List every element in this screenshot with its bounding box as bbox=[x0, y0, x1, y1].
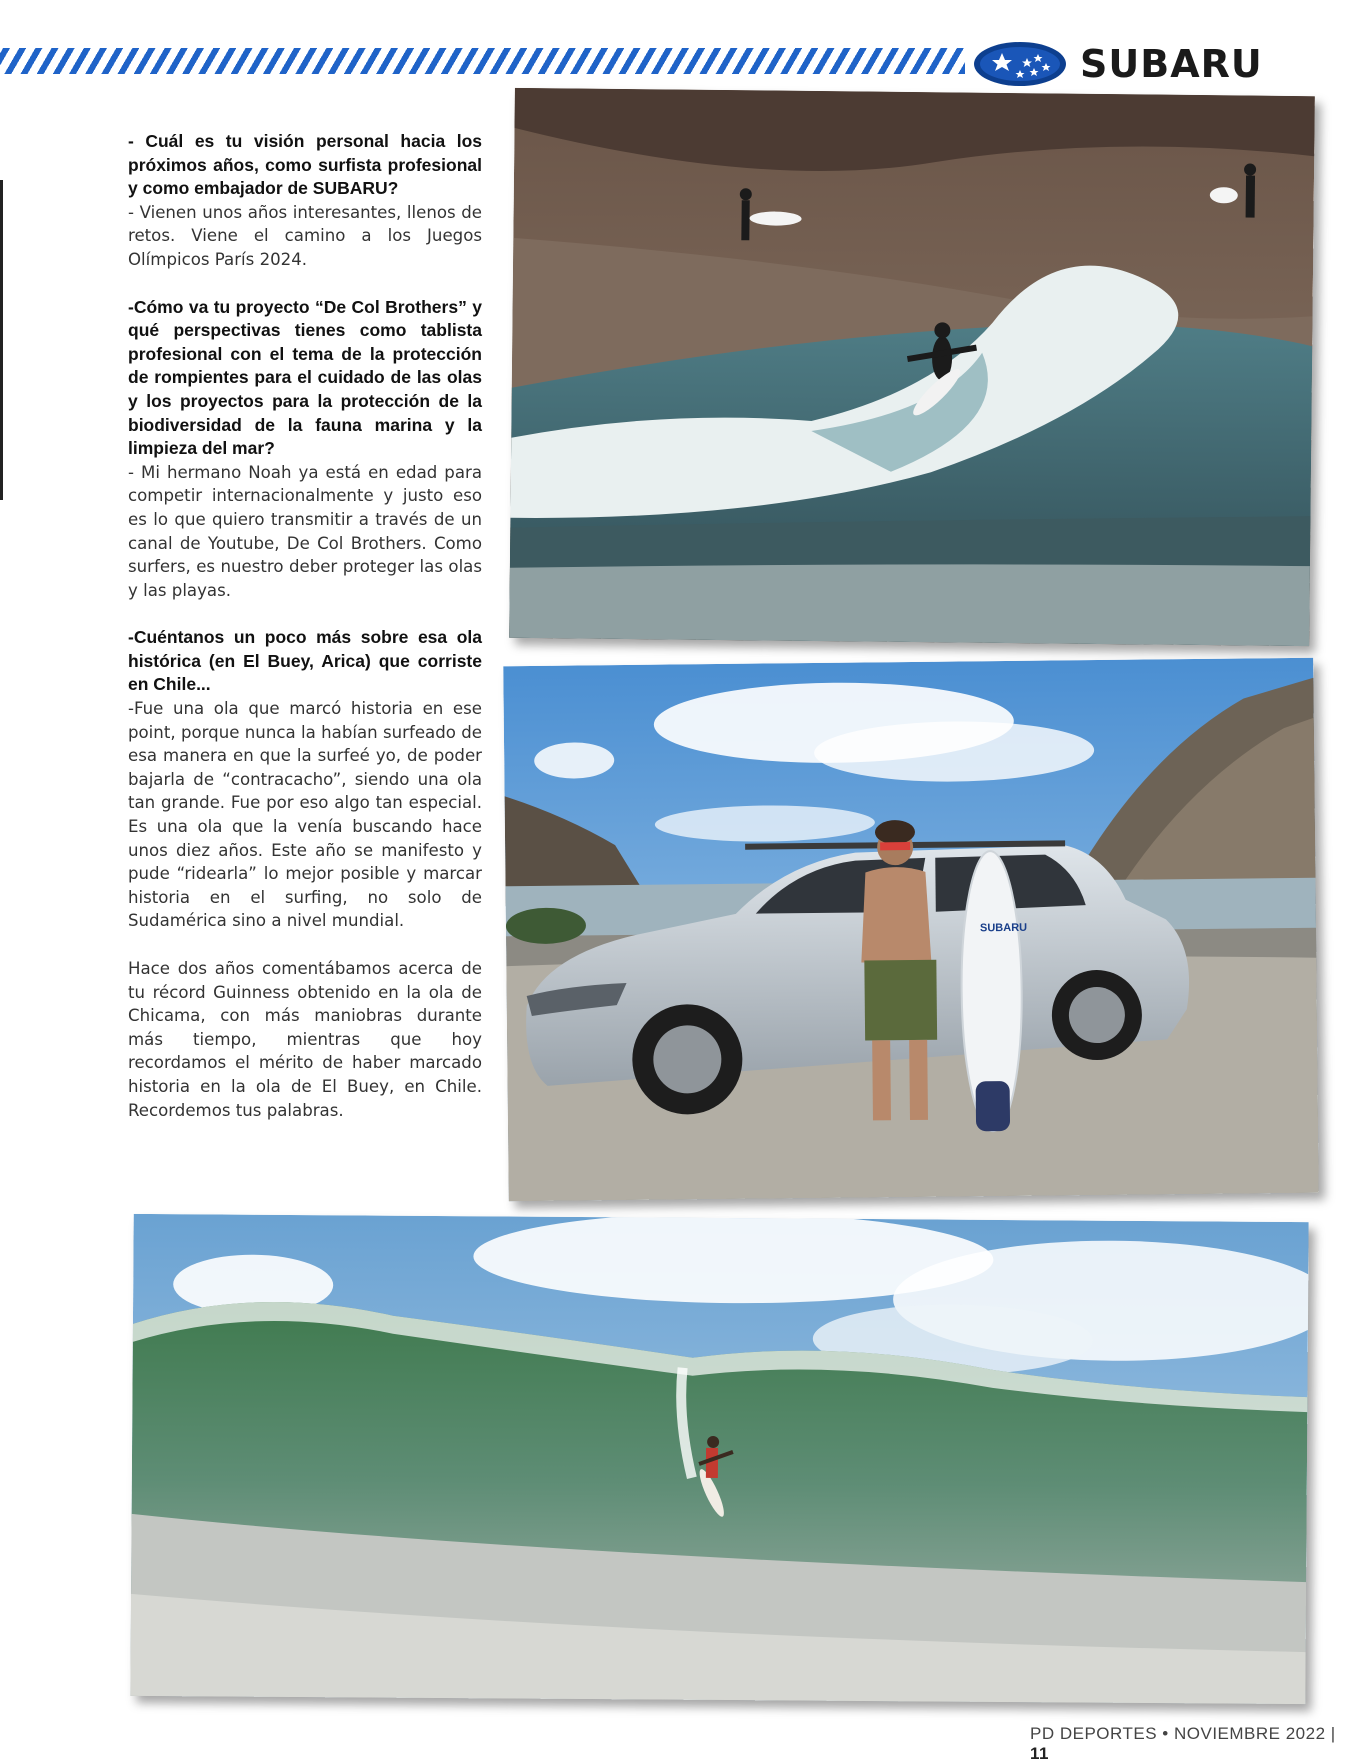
page-number: 11 bbox=[1030, 1744, 1049, 1763]
question-1: - Cuál es tu visión personal hacia los próximos años, como surfista profesional y como embajador de SUBARU? bbox=[128, 131, 482, 199]
surfer-on-big-green-wave-photo bbox=[130, 1214, 1308, 1704]
footer-date: NOVIEMBRE 2022 bbox=[1173, 1724, 1326, 1743]
closing-paragraph: Hace dos años comentábamos acerca de tu récord Guinness obtenido en la ola de Chicama, con más maniobras durante más tiempo, mientras que hoy recordamos el mérito de haber marcado historia en la ola de El Buey, en Chile. Recordemos tus palabras. bbox=[128, 959, 482, 1120]
article-text-column bbox=[128, 130, 482, 1122]
question-3: -Cuéntanos un poco más sobre esa ola histórica (en El Buey, Arica) que corriste en Chile... bbox=[128, 627, 482, 695]
surfer-with-subaru-car-on-beach-photo bbox=[503, 658, 1319, 1201]
footer-publication: PD DEPORTES bbox=[1030, 1724, 1158, 1743]
surfer-on-breaking-wave-photo bbox=[509, 88, 1315, 646]
subaru-stars-emblem-icon bbox=[972, 40, 1068, 88]
answer-2: - Mi hermano Noah ya está en edad para competir internacionalmente y justo eso es lo que quiero transmitir a través de un canal de Youtube, De Col Brothers. Como surfers, es nuestro deber proteger las olas y las playas. bbox=[128, 462, 482, 600]
page-edge-mark bbox=[0, 180, 3, 500]
answer-3: -Fue una ola que marcó historia en ese point, porque nunca la habían surfeado de esa manera en que la surfeé yo, de poder bajarla de “contracacho”, siendo una ola tan grande. Fue por eso algo tan especial. Es una ola que la venía buscando hace unos diez años. Este año se manifesto y pude “ridearla” lo mejor posible y marcar historia en el surfing, no solo de Sudamérica sino a nivel mundial. bbox=[128, 699, 482, 931]
header-stripes bbox=[0, 48, 965, 74]
subaru-wordmark: SUBARU bbox=[1080, 42, 1263, 86]
footer-separator: • bbox=[1162, 1724, 1169, 1743]
answer-1: - Vienen unos años interesantes, llenos de retos. Viene el camino a los Juegos Olímpicos París 2024. bbox=[128, 202, 482, 269]
surfboard-brand-text: SUBARU bbox=[979, 921, 1028, 935]
question-2: -Cómo va tu proyecto “De Col Brothers” y qué perspectivas tienes como tablista profesional con el tema de la protección de rompientes para el cuidado de las olas y los proyectos para la protección de la biodiversidad de la fauna marina y la limpieza del mar? bbox=[128, 296, 482, 459]
page-footer: PD DEPORTES • NOVIEMBRE 2022 | 11 bbox=[1030, 1724, 1336, 1763]
